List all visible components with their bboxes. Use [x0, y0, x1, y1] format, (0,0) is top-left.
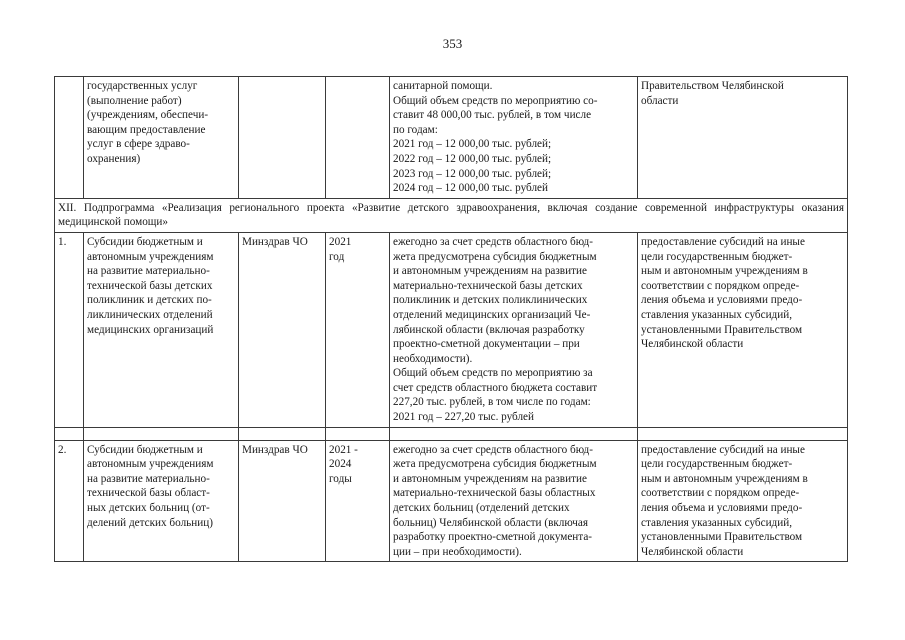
- text-line: ных детских больниц (от-: [87, 502, 210, 515]
- text-line: технической базы област-: [87, 487, 210, 500]
- row-description: [390, 232, 638, 427]
- text-line: 2023 год – 12 000,00 тыс. рублей;: [393, 167, 552, 180]
- text-line: ным и автономным учреждениям в: [641, 472, 808, 485]
- text-line: ставления указанных субсидий,: [641, 308, 793, 321]
- text-line: делений детских больниц): [87, 516, 213, 529]
- text-line: и автономным учреждениям на развитие: [393, 472, 587, 485]
- row-executor: Минздрав ЧО: [239, 440, 326, 562]
- text-line: цели государственным бюджет-: [641, 458, 793, 471]
- text-line: вающим предоставление: [87, 123, 206, 136]
- text-line: цели государственным бюджет-: [641, 250, 793, 263]
- cell-name: [84, 77, 239, 199]
- text-line: 2021 год – 12 000,00 тыс. рублей;: [393, 138, 552, 151]
- text-line: Общий объем средств по мероприятию со-: [393, 94, 598, 107]
- text-line: ежегодно за счет средств областного бюд-: [393, 443, 593, 456]
- text-line: на развитие материально-: [87, 265, 210, 278]
- text-line: ставит 48 000,00 тыс. рублей, в том числе: [393, 109, 592, 122]
- text-line: Челябинской области: [641, 338, 744, 351]
- text-line: материально-технической базы детских: [393, 279, 583, 292]
- text-line: установленными Правительством: [641, 323, 803, 336]
- text-line: 2024: [329, 458, 352, 471]
- text-line: услуг в сфере здраво-: [87, 138, 190, 151]
- text-line: (учреждениям, обеспечи-: [87, 109, 209, 122]
- table-row: [55, 440, 848, 562]
- text-line: по годам:: [393, 123, 438, 136]
- cell-description: [390, 77, 638, 199]
- row-period: [326, 232, 390, 427]
- section-heading-row: [55, 198, 848, 232]
- text-line: ления объема и условиями предо-: [641, 294, 803, 307]
- text-line: жета предусмотрена субсидия бюджетным: [393, 250, 597, 263]
- row-mechanism: [638, 232, 848, 427]
- text-line: ции – при необходимости).: [393, 545, 522, 558]
- text-line: 2024 год – 12 000,00 тыс. рублей: [393, 182, 548, 195]
- row-name: [84, 440, 239, 562]
- text-line: государственных услуг: [87, 80, 198, 92]
- text-line: детских больниц (отделений детских: [393, 502, 570, 515]
- text-line: предоставление субсидий на иные: [641, 443, 805, 456]
- cell-executor: [239, 77, 326, 199]
- text-line: разработку проектно-сметной документа-: [393, 531, 593, 544]
- text-line: 2021 -: [329, 443, 358, 456]
- text-line: ным и автономным учреждениям в: [641, 265, 808, 278]
- cell-mechanism: [638, 77, 848, 199]
- text-line: Субсидии бюджетным и: [87, 235, 203, 248]
- text-line: Субсидии бюджетным и: [87, 443, 203, 456]
- text-line: медицинских организаций: [87, 323, 214, 336]
- continuation-row: [55, 77, 848, 199]
- row-executor: Минздрав ЧО: [239, 232, 326, 427]
- text-line: ления объема и условиями предо-: [641, 502, 803, 515]
- row-period: [326, 440, 390, 562]
- text-line: поликлиник и детских поликлинических: [393, 294, 588, 307]
- table-row: [55, 232, 848, 427]
- text-line: Челябинской области: [641, 545, 744, 558]
- text-line: 2022 год – 12 000,00 тыс. рублей;: [393, 152, 552, 165]
- text-line: проектно-сметной документации – при: [393, 338, 580, 351]
- text-line: год: [329, 250, 345, 263]
- text-line: годы: [329, 472, 352, 485]
- text-line: необходимости).: [393, 352, 473, 365]
- text-line: соответствии с порядком опреде-: [641, 487, 800, 500]
- text-line: поликлиник и детских по-: [87, 294, 212, 307]
- text-line: технической базы детских: [87, 279, 213, 292]
- text-line: охранения): [87, 152, 141, 165]
- page-number: 353: [442, 36, 463, 51]
- spacer-row: [55, 427, 848, 440]
- section-heading: XII. Подпрограмма «Реализация регионального проекта «Развитие детского здравоохранения, включая создание современной инфраструктуры оказания медицинской помощи»: [55, 198, 848, 232]
- text-line: лябинской области (включая разработку: [393, 323, 585, 336]
- text-line: автономным учреждениям: [87, 250, 214, 263]
- text-line: 227,20 тыс. рублей, в том числе по годам:: [393, 396, 591, 409]
- text-line: ежегодно за счет средств областного бюд-: [393, 235, 593, 248]
- text-line: материально-технической базы областных: [393, 487, 596, 500]
- row-mechanism: [638, 440, 848, 562]
- text-line: (выполнение работ): [87, 94, 182, 107]
- text-line: автономным учреждениям: [87, 458, 214, 471]
- text-line: счет средств областного бюджета составит: [393, 381, 598, 394]
- row-description: [390, 440, 638, 562]
- text-line: ставления указанных субсидий,: [641, 516, 793, 529]
- row-name: [84, 232, 239, 427]
- text-line: отделений медицинских организаций Че-: [393, 308, 591, 321]
- text-line: 2021 год – 227,20 тыс. рублей: [393, 411, 535, 424]
- cell-period: [326, 77, 390, 199]
- text-line: и автономным учреждениям на развитие: [393, 265, 587, 278]
- cell-number: [55, 77, 84, 199]
- text-line: соответствии с порядком опреде-: [641, 279, 800, 292]
- text-line: на развитие материально-: [87, 472, 210, 485]
- text-line: области: [641, 94, 679, 107]
- text-line: Общий объем средств по мероприятию за: [393, 367, 593, 380]
- text-line: 2021: [329, 235, 352, 248]
- text-line: Правительством Челябинской: [641, 80, 784, 92]
- text-line: установленными Правительством: [641, 531, 803, 544]
- row-number: 2.: [55, 440, 84, 562]
- text-line: предоставление субсидий на иные: [641, 235, 805, 248]
- text-line: санитарной помощи.: [393, 80, 493, 92]
- text-line: жета предусмотрена субсидия бюджетным: [393, 458, 597, 471]
- program-table: [54, 76, 848, 562]
- text-line: больниц) Челябинской области (включая: [393, 516, 589, 529]
- text-line: ликлинических отделений: [87, 308, 213, 321]
- row-number: 1.: [55, 232, 84, 427]
